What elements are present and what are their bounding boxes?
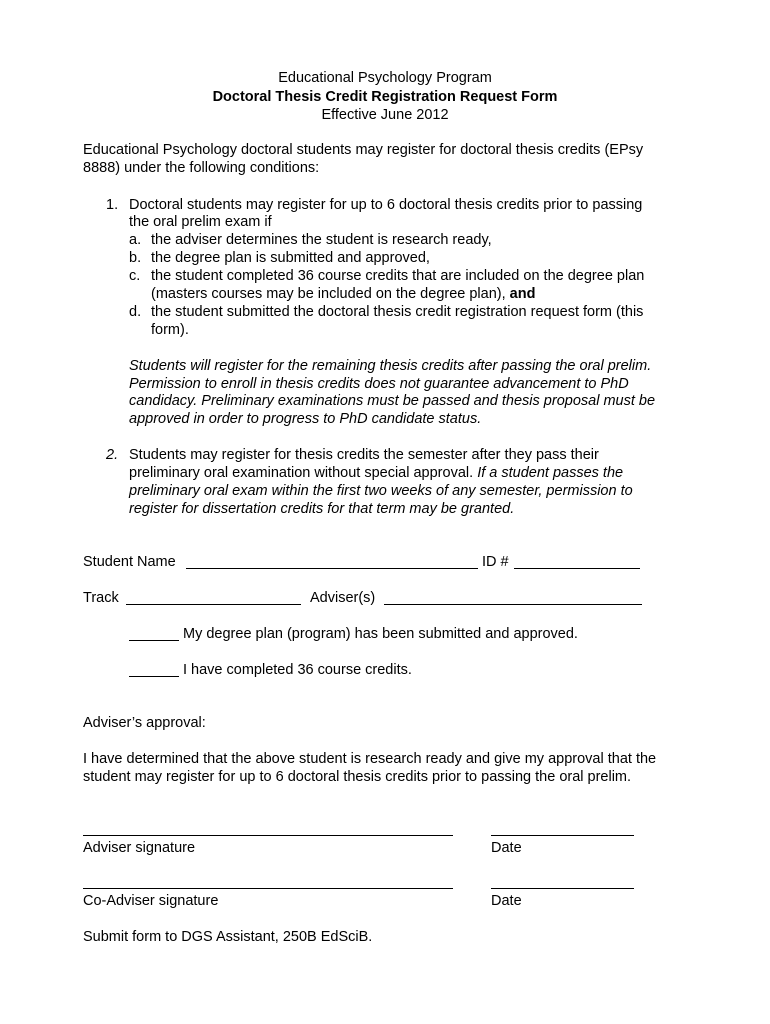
- subitem-d-text-1: the student submitted the doctoral thesis credit registration request form (this: [151, 304, 644, 320]
- subitem-c-text-2-plain: (masters courses may be included on the degree plan),: [151, 286, 506, 302]
- track-label: Track: [83, 590, 119, 606]
- effective-date: Effective June 2012: [321, 107, 449, 123]
- subitem-c-text-2: [151, 285, 535, 303]
- item-1-line-1: Doctoral students may register for up to 6 doctoral thesis credits prior to passing: [129, 197, 643, 213]
- item-2-line-1: Students may register for thesis credits the semester after they pass their: [129, 447, 599, 463]
- item-2-line-2-plain: preliminary oral examination without special approval.: [129, 465, 474, 481]
- track-field[interactable]: [126, 604, 301, 605]
- subitem-c-text-1: the student completed 36 course credits that are included on the degree plan: [151, 268, 645, 284]
- item-1-line-2: the oral prelim exam if: [129, 214, 272, 230]
- item-2-line-4: register for dissertation credits for that term may be granted.: [129, 501, 515, 517]
- id-label: ID #: [482, 554, 509, 570]
- note-line-1: Students will register for the remaining thesis credits after passing the oral prelim.: [129, 358, 652, 374]
- approval-heading: Adviser’s approval:: [83, 715, 206, 731]
- subitem-c-letter: c.: [129, 268, 141, 284]
- adviser-date-line[interactable]: [491, 835, 634, 836]
- course-credits-check-field[interactable]: [129, 676, 179, 677]
- adviser-signature-line[interactable]: [83, 835, 453, 836]
- course-credits-statement: I have completed 36 course credits.: [183, 662, 412, 678]
- note-line-4: approved in order to progress to PhD candidate status.: [129, 411, 482, 427]
- coadviser-signature-line[interactable]: [83, 888, 453, 889]
- subitem-d-text-2: form).: [151, 322, 189, 338]
- subitem-a-text: the adviser determines the student is research ready,: [151, 232, 492, 248]
- id-field[interactable]: [514, 568, 640, 569]
- coadviser-date-line[interactable]: [491, 888, 634, 889]
- coadviser-date-label: Date: [491, 893, 522, 909]
- subitem-b-letter: b.: [129, 250, 142, 266]
- adviser-signature-label: Adviser signature: [83, 840, 196, 856]
- approval-line-1: I have determined that the above student is research ready and give my approval that the: [83, 751, 657, 767]
- submit-instructions: Submit form to DGS Assistant, 250B EdSciB.: [83, 929, 373, 945]
- adviser-date-label: Date: [491, 840, 522, 856]
- note-line-2: Permission to enroll in thesis credits does not guarantee advancement to PhD: [129, 376, 629, 392]
- subitem-a-letter: a.: [129, 232, 142, 248]
- advisers-field[interactable]: [384, 604, 642, 605]
- coadviser-signature-label: Co-Adviser signature: [83, 893, 219, 909]
- advisers-label: Adviser(s): [310, 590, 376, 606]
- subitem-b-text: the degree plan is submitted and approved,: [151, 250, 430, 266]
- subitem-d-letter: d.: [129, 304, 142, 320]
- subitem-c-and: and: [509, 286, 536, 302]
- form-title: Doctoral Thesis Credit Registration Request Form: [212, 89, 558, 105]
- item-1-number: 1.: [106, 197, 119, 213]
- student-name-field[interactable]: [186, 568, 478, 569]
- degree-plan-statement: My degree plan (program) has been submitted and approved.: [183, 626, 578, 642]
- student-name-label: Student Name: [83, 554, 176, 570]
- note-line-3: candidacy. Preliminary examinations must be passed and thesis proposal must be: [129, 393, 656, 409]
- item-2-line-2: [129, 464, 623, 482]
- intro-line-1: Educational Psychology doctoral students may register for doctoral thesis credits (EPsy: [83, 142, 644, 158]
- item-2-line-3: preliminary oral exam within the first two weeks of any semester, permission to: [129, 483, 633, 499]
- item-2-number: 2.: [106, 447, 119, 463]
- approval-line-2: student may register for up to 6 doctoral thesis credits prior to passing the oral prelim.: [83, 769, 632, 785]
- item-2-line-2-italic: If a student passes the: [477, 465, 624, 481]
- degree-plan-check-field[interactable]: [129, 640, 179, 641]
- intro-line-2: 8888) under the following conditions:: [83, 160, 320, 176]
- program-name: Educational Psychology Program: [278, 70, 492, 86]
